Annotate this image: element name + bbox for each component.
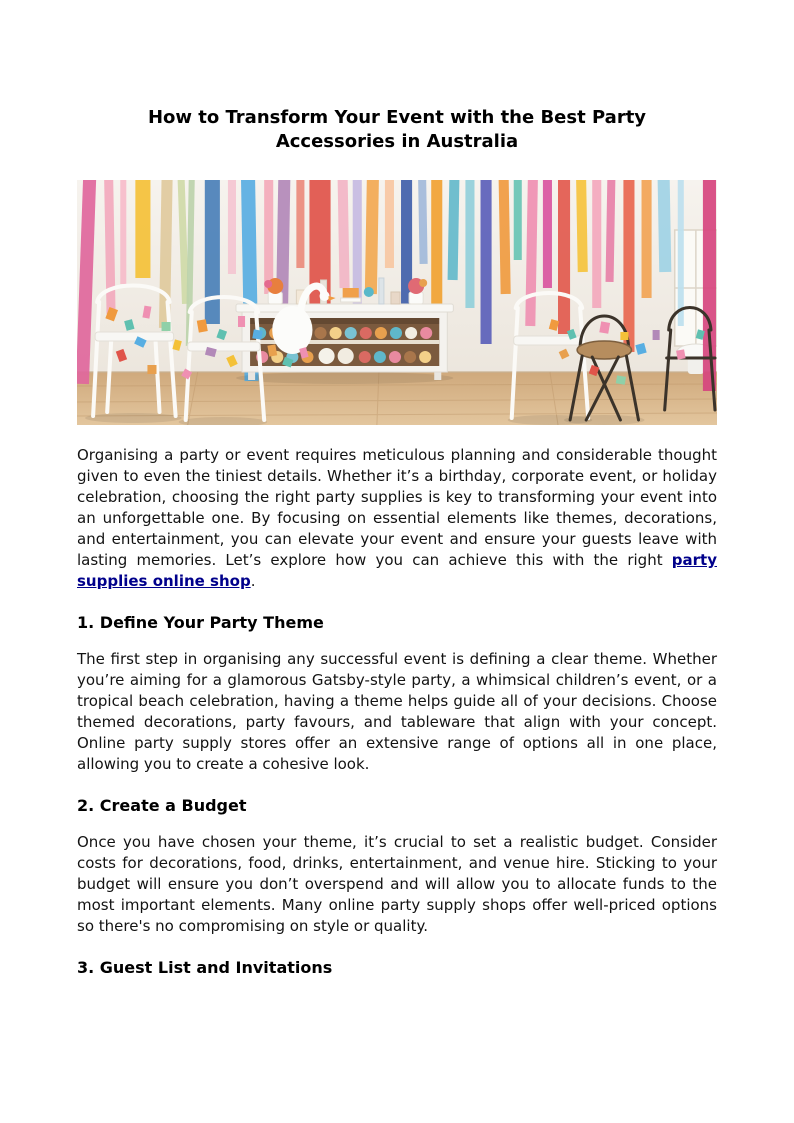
- streamer: [499, 180, 511, 294]
- hero-image: [77, 180, 717, 425]
- hero-image-svg: [77, 180, 717, 425]
- page-title-line-2: Accessories in Australia: [275, 131, 519, 152]
- dessert-sideboard: [236, 278, 453, 380]
- party-supplies-link[interactable]: party supplies online shop: [77, 551, 717, 590]
- section-heading-create-budget: 2. Create a Budget: [77, 796, 247, 815]
- page-title-line-1: How to Transform Your Event with the Best Party: [147, 107, 647, 128]
- intro-text-after-link: .: [250, 572, 256, 590]
- page-title: [77, 106, 717, 154]
- streamer: [623, 180, 634, 352]
- section-heading-guest-list: 3. Guest List and Invitations: [77, 958, 333, 977]
- streamer: [678, 180, 684, 326]
- section-body-define-theme: The first step in organising any successful event is defining a clear theme. Whether you’re aiming for a glamorous Gatsby-style party, a whimsical children’s event, or a tropical beach celebration, having a theme helps guide all of your decisions. Choose themed decorations, party favours, and tableware that align with your concept. Online party supply stores offer an extensive range of options all in one place, allowing you to create a cohesive look.: [77, 650, 717, 773]
- streamer: [228, 180, 236, 274]
- streamer: [205, 180, 220, 324]
- streamer: [448, 180, 460, 280]
- section-body-create-budget: Once you have chosen your theme, it’s crucial to set a realistic budget. Consider costs for decorations, food, drinks, entertainment, and venue hire. Sticking to your budget will ensure you don’t overspend and will allow you to allocate funds to the most important elements. Many online party supply shops offer well-priced options so there's no compromising on style or quality.: [77, 833, 717, 935]
- section-heading-define-theme: 1. Define Your Party Theme: [77, 613, 324, 632]
- streamer: [658, 180, 672, 272]
- streamer: [264, 180, 273, 294]
- streamer: [135, 180, 150, 278]
- streamer: [418, 180, 428, 264]
- intro-text-before-link: Organising a party or event requires meticulous planning and considerable thought given to even the tiniest details. Whether it’s a birthday, corporate event, or holiday celebration, choosing the right party supplies is key to transforming your event into an unforgettable one. By focusing on essential elements like themes, decorations, and entertainment, you can elevate your event and ensure your guests leave with lasting memories. Let’s explore how you can achieve this with the right: [77, 446, 717, 569]
- streamer: [365, 180, 379, 294]
- streamer: [338, 180, 350, 288]
- streamer: [642, 180, 652, 298]
- streamer: [465, 180, 474, 308]
- streamer: [120, 180, 126, 284]
- streamer: [592, 180, 601, 308]
- streamer: [431, 180, 442, 318]
- streamer: [514, 180, 522, 260]
- streamer: [558, 180, 570, 334]
- intro-paragraph: [77, 445, 717, 592]
- streamer: [296, 180, 304, 268]
- streamer: [576, 180, 588, 272]
- streamer: [385, 180, 394, 268]
- streamer: [543, 180, 552, 288]
- streamer: [481, 180, 492, 344]
